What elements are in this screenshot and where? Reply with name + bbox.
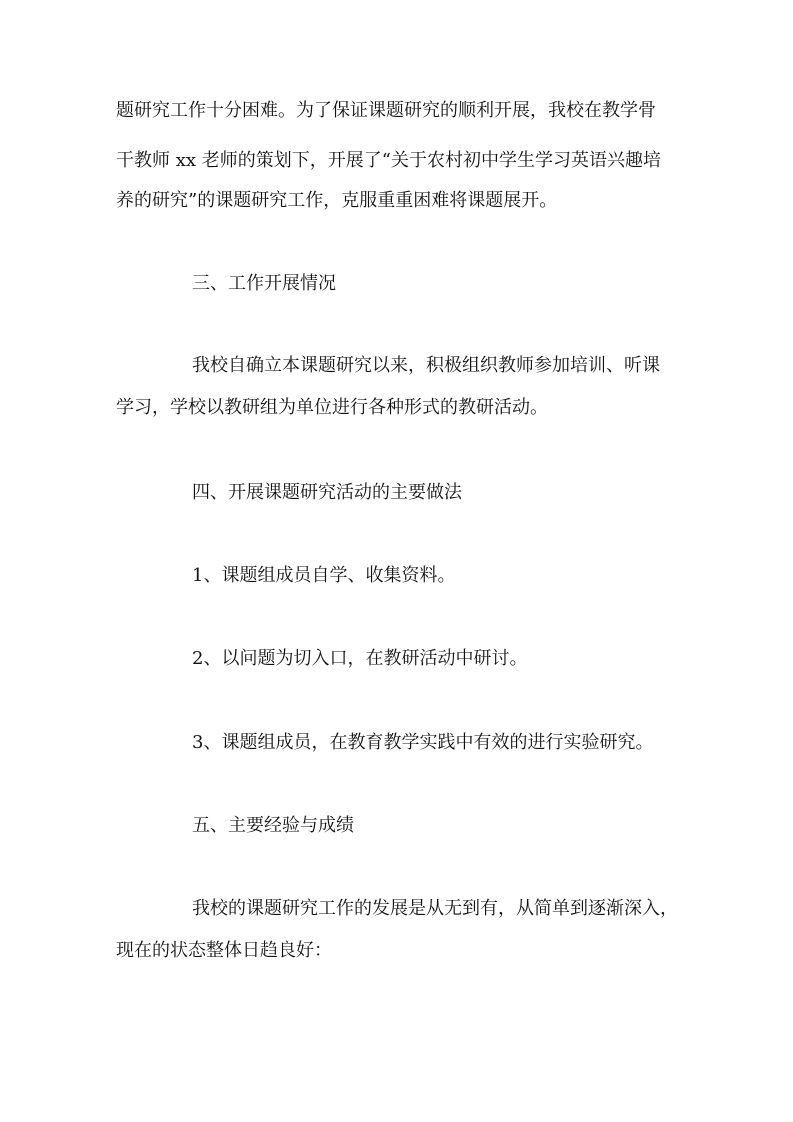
paragraph-line: 我校自确立本课题研究以来，积极组织教师参加培训、听课 [192,355,660,376]
section-heading-3: 三、工作开展情况 [192,273,336,294]
list-item: 2、以问题为切入口，在教研活动中研讨。 [192,648,528,669]
section-heading-4: 四、开展课题研究活动的主要做法 [192,482,462,503]
section-heading-5: 五、主要经验与成绩 [192,815,354,836]
list-item: 1、课题组成员自学、收集资料。 [192,565,456,586]
paragraph-line: 干教师 xx 老师的策划下，开展了“关于农村初中学生学习英语兴趣培 [116,150,661,171]
paragraph-line: 现在的状态整体日趋良好： [116,940,332,961]
paragraph-line: 我校的课题研究工作的发展是从无到有，从简单到逐渐深入， [192,898,678,919]
list-item: 3、课题组成员，在教育教学实践中有效的进行实验研究。 [192,732,654,753]
paragraph-line: 养的研究”的课题研究工作，克服重重困难将课题展开。 [116,190,558,211]
paragraph-line: 题研究工作十分困难。为了保证课题研究的顺利开展，我校在教学骨 [116,100,656,121]
paragraph-line: 学习，学校以教研组为单位进行各种形式的教研活动。 [116,397,548,418]
